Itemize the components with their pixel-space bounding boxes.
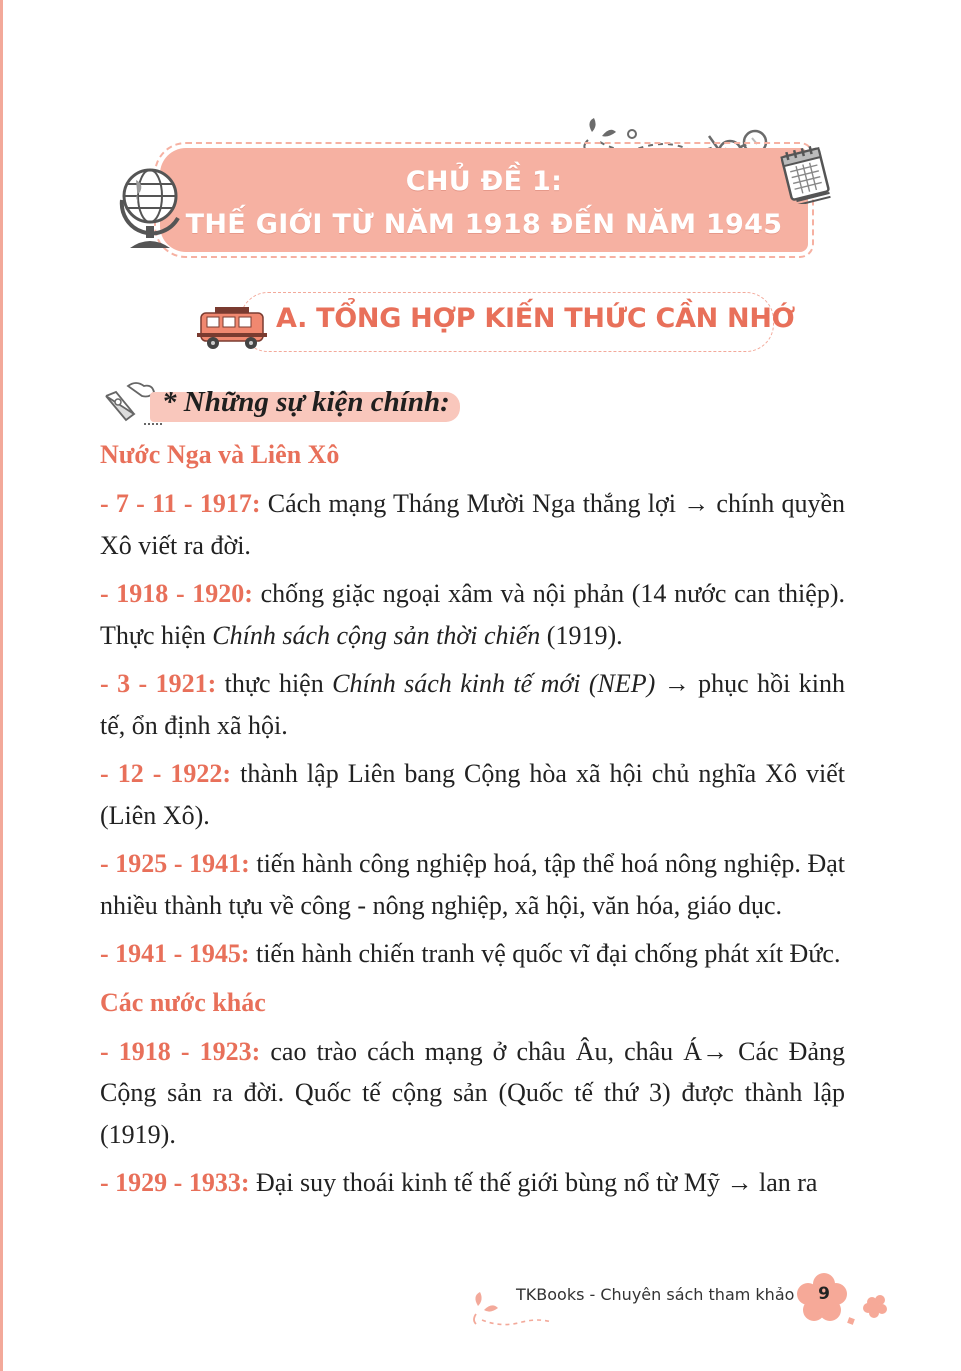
event-item xyxy=(100,1162,845,1204)
chapter-number: CHỦ ĐỀ 1: xyxy=(405,166,563,197)
bus-icon xyxy=(195,303,269,353)
event-date: - 1918 - 1923: xyxy=(100,1036,261,1066)
event-date: - 1925 - 1941: xyxy=(100,849,250,878)
event-text: cao trào cách mạng ở châu Âu, châu Á→ Các Đảng Cộng sản ra đời. Quốc tế cộng sản (Quốc tế thứ 3) được thành lập (1919). xyxy=(100,1036,845,1149)
event-policy: Chính sách kinh tế mới (NEP) xyxy=(332,669,656,698)
event-text: Cách mạng Tháng Mười Nga thắng lợi → chính quyền Xô viết ra đời. xyxy=(100,489,845,560)
event-text: chống giặc ngoại xâm và nội phản (14 nước can thiệp). Thực hiện xyxy=(100,579,845,650)
section-title: A. TỔNG HỢP KIẾN THỨC CẦN NHỚ xyxy=(276,303,795,334)
event-text: thành lập Liên bang Cộng hòa xã hội chủ nghĩa Xô viết (Liên Xô). xyxy=(100,759,845,830)
event-text: tiến hành công nghiệp hoá, tập thể hoá nông nghiệp. Đạt nhiều thành tựu về công - nông nghiệp, xã hội, văn hóa, giáo dục. xyxy=(100,849,845,920)
event-text: thực hiện xyxy=(216,669,333,698)
group-title-russia: Nước Nga và Liên Xô xyxy=(100,440,340,469)
chapter-title: THẾ GIỚI TỪ NĂM 1918 ĐẾN NĂM 1945 xyxy=(185,209,783,240)
content xyxy=(100,434,845,1211)
event-date: - 7 - 11 - 1917: xyxy=(100,489,261,518)
event-item xyxy=(100,933,845,975)
events-heading: * Những sự kiện chính: xyxy=(162,386,450,418)
event-text: → phục hồi kinh tế, ổn định xã hội. xyxy=(100,669,845,740)
calendar-icon xyxy=(778,142,834,204)
event-item xyxy=(100,753,845,836)
event-date: - 1918 - 1920: xyxy=(100,579,253,608)
left-margin-rule xyxy=(0,0,3,1371)
event-date: - 12 - 1922: xyxy=(100,759,232,788)
event-item xyxy=(100,1031,845,1156)
globe-icon xyxy=(112,160,188,256)
chapter-banner xyxy=(160,148,808,252)
event-policy: Chính sách cộng sản thời chiến xyxy=(212,620,541,650)
event-item xyxy=(100,483,845,566)
event-text: (1919). xyxy=(540,620,623,650)
event-item xyxy=(100,843,845,926)
event-item xyxy=(100,573,845,656)
event-item xyxy=(100,663,845,746)
event-text: tiến hành chiến tranh vệ quốc vĩ đại chống phát xít Đức. xyxy=(249,939,841,968)
event-date: - 1941 - 1945: xyxy=(100,939,250,968)
group-title-others: Các nước khác xyxy=(100,987,266,1017)
event-date: - 3 - 1921: xyxy=(100,669,217,698)
footer-publisher: TKBooks - Chuyên sách tham khảo xyxy=(516,1285,795,1304)
page-number: 9 xyxy=(818,1284,830,1304)
event-text: Đại suy thoái kinh tế thế giới bùng nổ từ Mỹ → lan ra xyxy=(249,1168,818,1197)
event-date: - 1929 - 1933: xyxy=(100,1168,250,1197)
